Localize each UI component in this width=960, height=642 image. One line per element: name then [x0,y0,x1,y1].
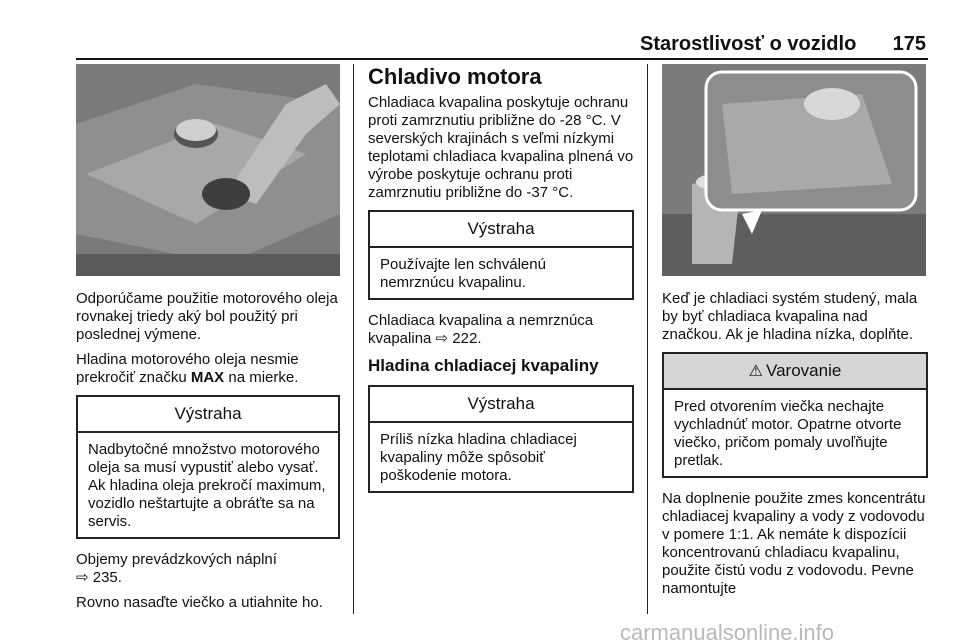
warning-box-title: Výstraha [370,212,632,248]
column-divider-1 [353,64,354,614]
oil-max-text [76,351,340,387]
capacities-link[interactable]: 235. [92,569,122,586]
coolant-ref-text: Chladiaca kvapalina a nemrznúca kvapalina [368,312,594,347]
section-heading: Chladivo motora [368,64,542,89]
watermark: carmanualsonline.info [620,620,835,642]
warning-box-text: Nadbytočné množstvo motorového oleja sa musí vypustiť alebo vysať. Ak hladina oleja prekročí maximum, vozidlo neštartujte a obráťte sa na servis. [88,441,326,530]
reference-arrow-icon: ⇨ [76,569,89,586]
warning-box-title: Výstraha [78,397,338,433]
warning-triangle-icon: ⚠ [748,363,764,380]
header-title: Starostlivosť o vozidlo [640,33,857,55]
cap-text: Rovno nasaďte viečko a utiahnite ho. [76,594,323,611]
warning-box-title: Výstraha [370,387,632,423]
capacities-ref [76,551,340,587]
warning-box-low-level [368,385,634,493]
caution-box-text: Pred otvorením viečka nechajte vychladnúť motor. Opatrne otvorte viečko, pričom pomaly uvoľňujte pretlak. [674,398,902,469]
caution-title-text: Varovanie [766,361,842,380]
coolant-ref [368,312,634,348]
caution-box-title [664,354,926,390]
page-number: 175 [892,33,926,55]
page-header [640,24,926,56]
coolant-link[interactable]: 222. [452,330,482,347]
reference-arrow-icon: ⇨ [435,330,449,347]
subsection-heading: Hladina chladiacej kvapaliny [368,356,599,375]
coolant-intro: Chladiaca kvapalina poskytuje ochranu proti zamrznutiu približne do -28 °C. V severských krajinách s veľmi nízkymi teplotami chladiaca kvapalina plnená vo výrobe poskytuje ochranu proti zamrznutiu približne do -37 °C. [368,94,634,201]
column-2 [368,64,634,505]
oil-max-text-a: Hladina motorového oleja nesmie prekročiť značku [76,351,299,386]
warning-box-text: Príliš nízka hladina chladiacej kvapaliny môže spôsobiť poškodenie motora. [380,431,577,484]
oil-max-text-c: na mierke. [224,369,299,386]
oil-class-text: Odporúčame použitie motorového oleja rovnakej triedy aký bol použitý pri poslednej výmene. [76,290,338,343]
max-mark: MAX [190,369,225,386]
warning-box-antifreeze [368,210,634,300]
coolant-reservoir-photo [662,64,926,276]
coolant-level-text: Keď je chladiaci systém studený, mala by byť chladiaca kvapalina nad značkou. Ak je hladina nízka, doplňte. [662,290,918,343]
oil-filler-photo [76,64,340,276]
column-1 [76,64,340,619]
capacities-text: Objemy prevádzkových náplní [76,551,277,568]
coolant-mix-text: Na doplnenie použite zmes koncentrátu chladiacej kvapaliny a vody z vodovodu v pomere 1:1. Ak nemáte k dispozícii koncentrovanú chladiacu kvapalinu, použite čistú vodu z vodovodu. Pevne namontujte [662,490,926,597]
warning-box-oil [76,395,340,539]
column-divider-2 [647,64,648,614]
warning-box-text: Používajte len schválenú nemrznúcu kvapalinu. [380,256,546,291]
header-rule [76,58,928,60]
column-3 [662,64,928,605]
caution-box [662,352,928,478]
